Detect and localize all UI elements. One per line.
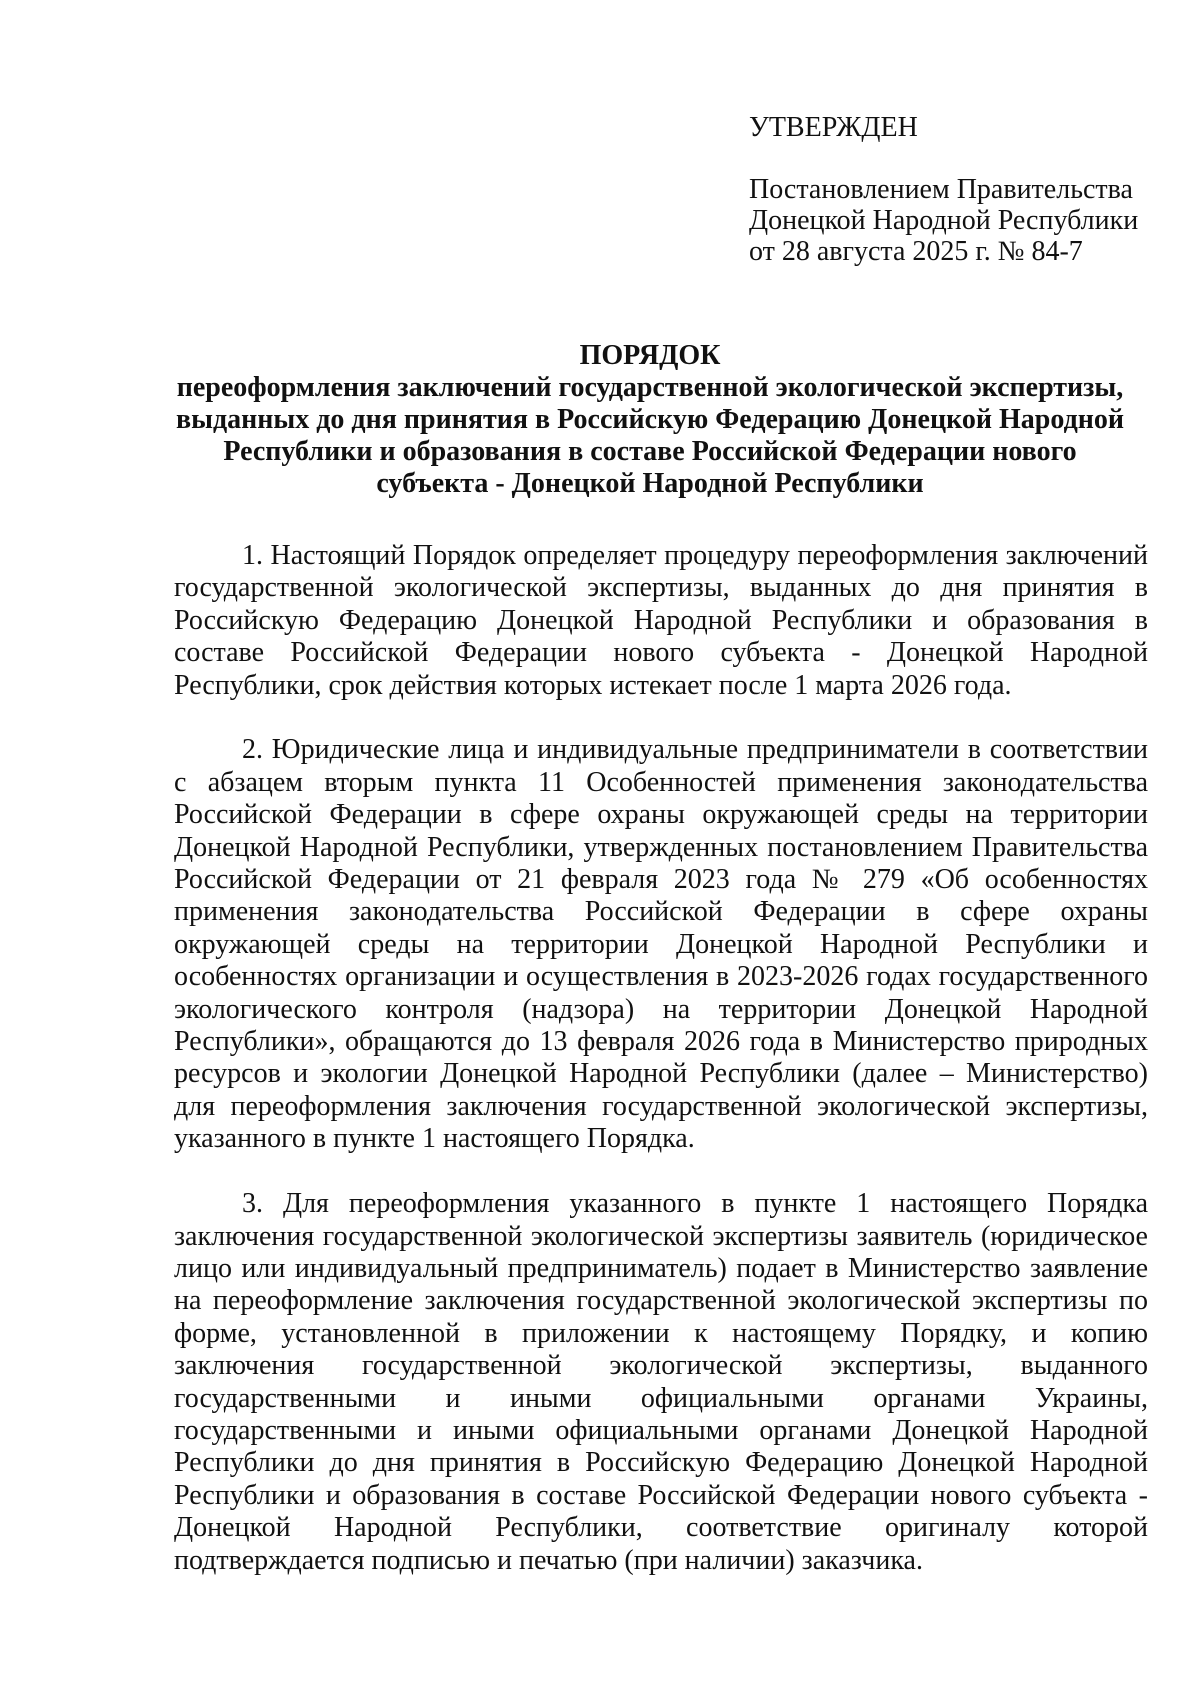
document-body: [174, 540, 1148, 1609]
title-line-1: переоформления заключений государственной экологической экспертизы,: [176, 372, 1124, 403]
title-heading: ПОРЯДОК: [579, 340, 721, 371]
title-line-4: субъекта - Донецкой Народной Республики: [376, 468, 924, 499]
approval-line-resolution: Постановлением Правительства: [749, 174, 1133, 205]
title-line-2: выданных до дня принятия в Российскую Федерацию Донецкой Народной: [175, 404, 1124, 435]
title-line-3: Республики и образования в составе Российской Федерации нового: [223, 436, 1077, 467]
paragraph-2: 2. Юридические лица и индивидуальные предприниматели в соответствии с абзацем вторым пункта 11 Особенностей применения законодательства Российской Федерации в сфере охраны окружающей среды на территории Донецкой Народной Республики, утвержденных постановлением Правительства Российской Федерации от 21 февраля 2023 года № 279 «Об особенностях применения законодательства Российской Федерации в сфере охраны окружающей среды на территории Донецкой Народной Республики и особенностях организации и осуществления в 2023-2026 годах государственного экологического контроля (надзора) на территории Донецкой Народной Республики», обращаются до 13 февраля 2026 года в Министерство природных ресурсов и экологии Донецкой Народной Республики (далее – Министерство) для переоформления заключения государственной экологической экспертизы, указанного в пункте 1 настоящего Порядка.: [174, 734, 1148, 1155]
approval-block: [749, 112, 1169, 267]
document-title: [150, 340, 1150, 500]
approval-line-date: от 28 августа 2025 г. № 84-7: [749, 236, 1083, 267]
approval-line-government: Донецкой Народной Республики: [749, 205, 1139, 236]
paragraph-3: 3. Для переоформления указанного в пункте 1 настоящего Порядка заключения государственной экологической экспертизы заявитель (юридическое лицо или индивидуальный предприниматель) подает в Министерство заявление на переоформление заключения государственной экологической экспертизы по форме, установленной в приложении к настоящему Порядку, и копию заключения государственной экологической экспертизы, выданного государственными и иными официальными органами Украины, государственными и иными официальными органами Донецкой Народной Республики до дня принятия в Российскую Федерацию Донецкой Народной Республики и образования в составе Российской Федерации нового субъекта - Донецкой Народной Республики, соответствие оригиналу которой подтверждается подписью и печатью (при наличии) заказчика.: [174, 1188, 1148, 1576]
paragraph-1: 1. Настоящий Порядок определяет процедуру переоформления заключений государственной экологической экспертизы, выданных до дня принятия в Российскую Федерацию Донецкой Народной Республики и образования в составе Российской Федерации нового субъекта - Донецкой Народной Республики, срок действия которых истекает после 1 марта 2026 года.: [174, 540, 1148, 701]
approved-label: УТВЕРЖДЕН: [749, 112, 918, 143]
